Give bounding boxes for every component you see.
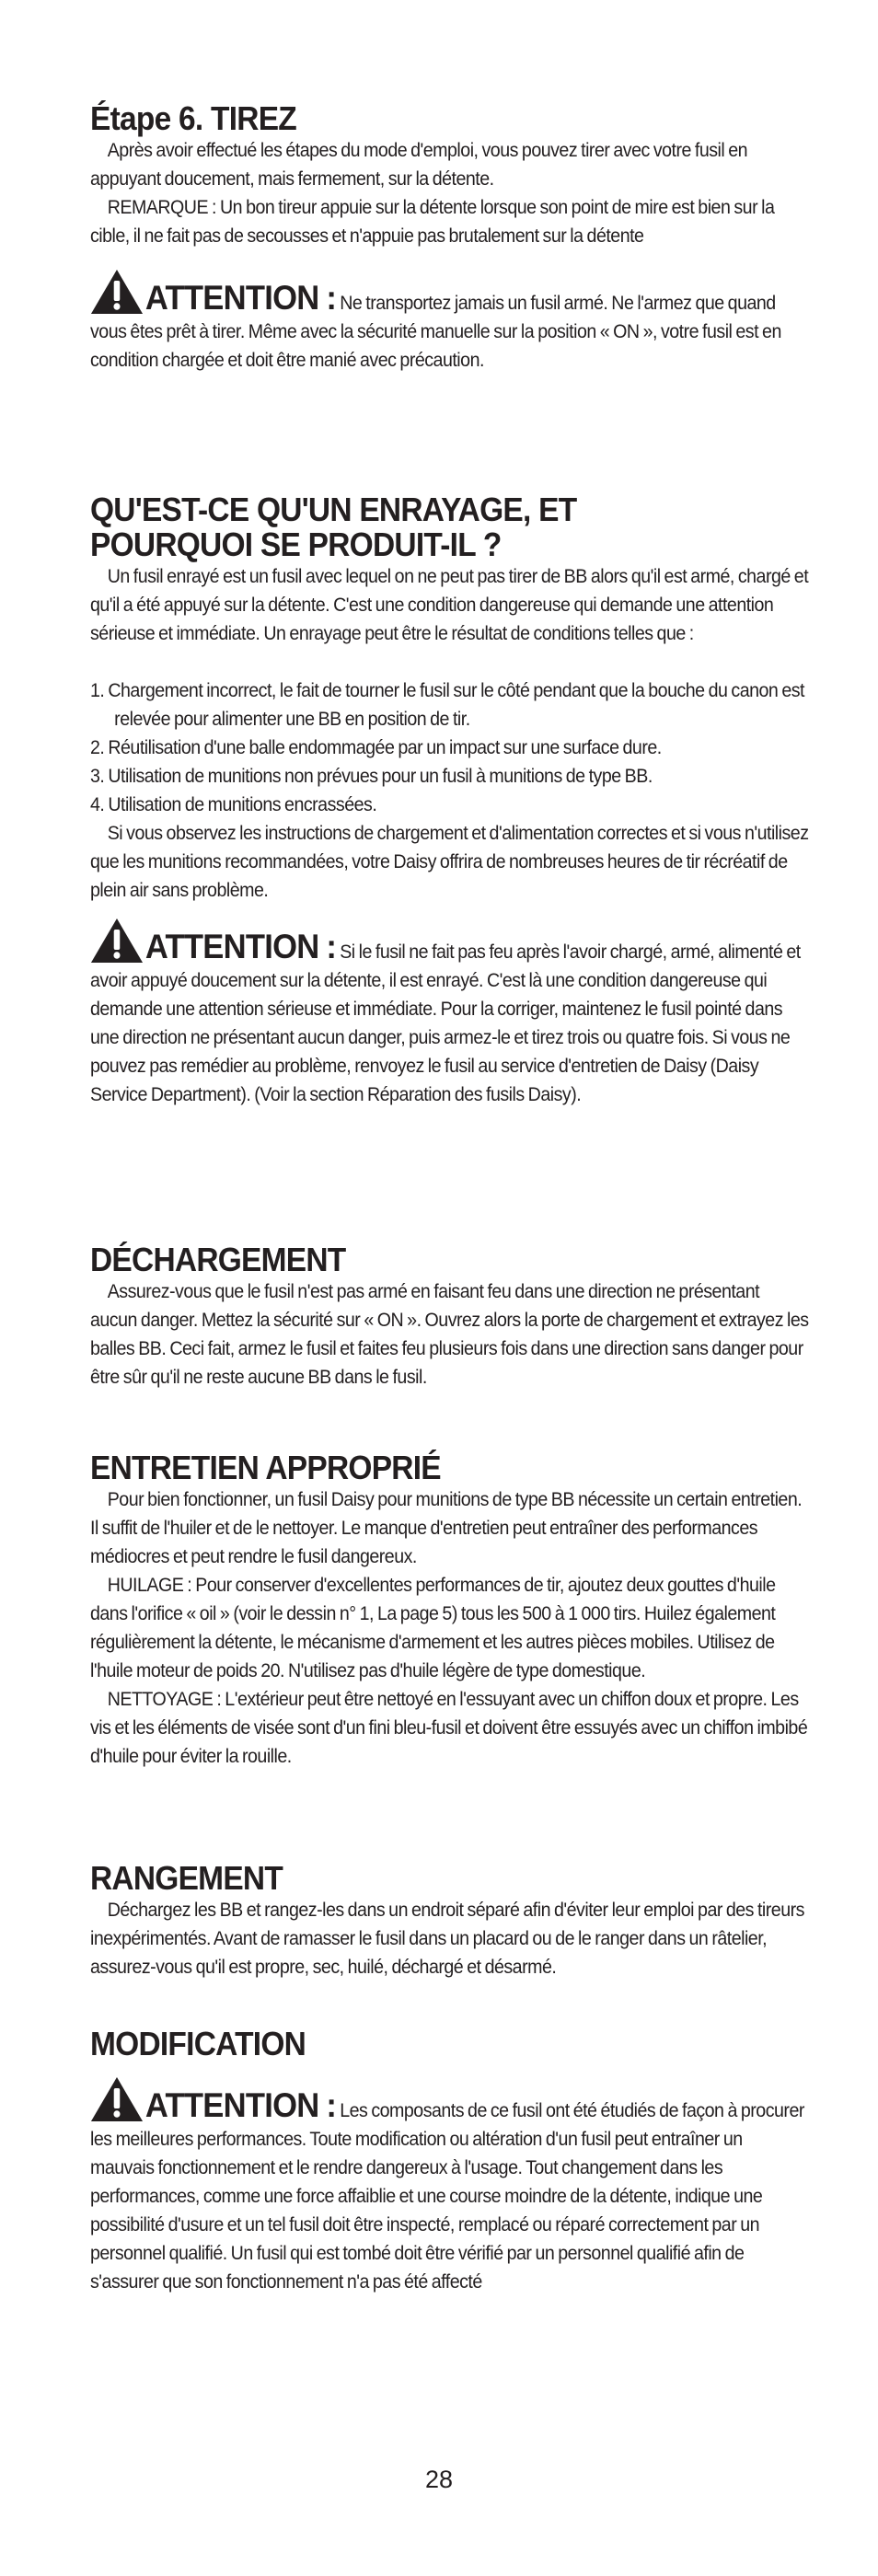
warning-label: ATTENTION : xyxy=(144,2086,337,2124)
storage-text: Déchargez les BB et rangez-les dans un endroit séparé afin d'éviter leur emploi par des tireurs inexpérimentés. Avant de ramasser le fusil dans un placard ou de le ranger dans un râtelier, assurez-vous qu'il est propre, sec, huilé, déchargé et désarmé. xyxy=(90,1900,804,1978)
step6-title: Étape 6. TIREZ xyxy=(90,99,296,137)
warning-text: Les composants de ce fusil ont été étudiés de façon à procurer les meilleures performances. Toute modification ou altération d'un fusil peut entraîner un mauvais fonctionnement et le rendre dangereux à l'usage. Tout changement dans les performances, comme une force affaiblie et une course moindre de la détente, indique une possibilité d'usure et un tel fusil doit être inspecté, remplacé ou réparé correctement par un personnel qualifié. Un fusil qui est tombé doit être vérifié par un personnel qualifié afin de s'assurer que son fonctionnement n'a pas été affecté xyxy=(90,2100,804,2293)
list-item: 1. Chargement incorrect, le fait de tourner le fusil sur le côté pendant que la bouche du canon est relevée pour alimenter une BB en position de tir. xyxy=(90,680,804,730)
modification-title: MODIFICATION xyxy=(90,2025,306,2062)
step6-remark: REMARQUE : Un bon tireur appuie sur la détente lorsque son point de mire est bien sur la cible, il ne fait pas de secousses et n'appuie pas brutalement sur la détente xyxy=(90,197,775,247)
step6-paragraph-1: Après avoir effectué les étapes du mode d'emploi, vous pouvez tirer avec votre fusil en appuyant doucement, mais fermement, sur la détente. xyxy=(90,140,748,190)
maintenance-cleaning: NETTOYAGE : L'extérieur peut être nettoyé en l'essuyant avec un chiffon doux et propre. Les vis et les éléments de visée sont d'un fini bleu-fusil et doivent être essuyés avec un chiffon imbibé d'huile pour éviter la rouille. xyxy=(90,1689,808,1767)
warning-label: ATTENTION : xyxy=(144,279,337,317)
modification-warning xyxy=(90,2076,810,2296)
page-number: 28 xyxy=(424,2466,454,2493)
jam-closing: Si vous observez les instructions de chargement et d'alimentation correctes et si vous n'utilisez que les munitions recommandées, votre Daisy offrira de nombreuses heures de tir récréatif de plein air sans problème. xyxy=(90,823,809,901)
list-item: 3. Utilisation de munitions non prévues pour un fusil à munitions de type BB. xyxy=(90,766,653,787)
maintenance-paragraph-1: Pour bien fonctionner, un fusil Daisy pour munitions de type BB nécessite un certain entretien. Il suffit de l'huiler et de le nettoyer. Le manque d'entretien peut entraîner des performances médiocres et peut rendre le fusil dangereux. xyxy=(90,1489,803,1567)
step6-warning xyxy=(90,269,810,375)
unloading-title: DÉCHARGEMENT xyxy=(90,1241,346,1278)
jam-warning xyxy=(90,918,810,1109)
warning-triangle-icon xyxy=(90,918,144,964)
warning-text: Si le fusil ne fait pas feu après l'avoir chargé, armé, alimenté et avoir appuyé doucement sur la détente, il est enrayé. C'est là une condition dangereuse qui demande une attention sérieuse et immédiate. Pour la corriger, maintenez le fusil pointé dans une direction ne présentant aucun danger, puis armez-le et tirez trois ou quatre fois. Si vous ne pouvez pas remédier au problème, renvoyez le fusil au service d'entretien de Daisy (Daisy Service Department). (Voir la section Réparation des fusils Daisy). xyxy=(90,941,801,1105)
jam-cause-list xyxy=(90,676,810,819)
warning-text: Ne transportez jamais un fusil armé. Ne l'armez que quand vous êtes prêt à tirer. Même avec la sécurité manuelle sur la position « ON », votre fusil est en condition chargée et doit être manié avec précaution. xyxy=(90,293,781,371)
section-step6 xyxy=(90,101,810,375)
maintenance-oiling: HUILAGE : Pour conserver d'excellentes performances de tir, ajoutez deux gouttes d'huile dans l'orifice « oil » (voir le dessin n° 1, La page 5) tous les 500 à 1 000 tirs. Huilez également régulièrement la détente, le mécanisme d'armement et les autres pièces mobiles. Utilisez de l'huile moteur de poids 20. N'utilisez pas d'huile légère de type domestique. xyxy=(90,1575,776,1681)
section-storage xyxy=(90,1861,810,1981)
warning-triangle-icon xyxy=(90,269,144,315)
section-unloading xyxy=(90,1242,810,1392)
warning-triangle-icon xyxy=(90,2076,144,2122)
section-modification xyxy=(90,2027,810,2296)
jam-title-line1: QU'EST-CE QU'UN ENRAYAGE, ET xyxy=(90,491,577,528)
warning-label: ATTENTION : xyxy=(144,928,337,965)
storage-title: RANGEMENT xyxy=(90,1859,283,1897)
section-jam xyxy=(90,492,810,1109)
section-maintenance xyxy=(90,1450,810,1771)
jam-intro: Un fusil enrayé est un fusil avec lequel on ne peut pas tirer de BB alors qu'il est armé, chargé et qu'il a été appuyé sur la détente. C'est une condition dangereuse qui demande une attention sérieuse et immédiate. Un enrayage peut être le résultat de conditions telles que : xyxy=(90,566,809,644)
unloading-text: Assurez-vous que le fusil n'est pas armé en faisant feu dans une direction ne présentant aucun danger. Mettez la sécurité sur « ON ». Ouvrez alors la porte de chargement et extrayez les balles BB. Ceci fait, armez le fusil et faites feu plusieurs fois dans une direction sans danger pour être sûr qu'il ne reste aucune BB dans le fusil. xyxy=(90,1281,809,1388)
maintenance-title: ENTRETIEN APPROPRIÉ xyxy=(90,1449,441,1486)
list-item: 4. Utilisation de munitions encrassées. xyxy=(90,794,377,815)
jam-title-line2: POURQUOI SE PRODUIT-IL ? xyxy=(90,526,502,563)
list-item: 2. Réutilisation d'une balle endommagée par un impact sur une surface dure. xyxy=(90,737,662,758)
